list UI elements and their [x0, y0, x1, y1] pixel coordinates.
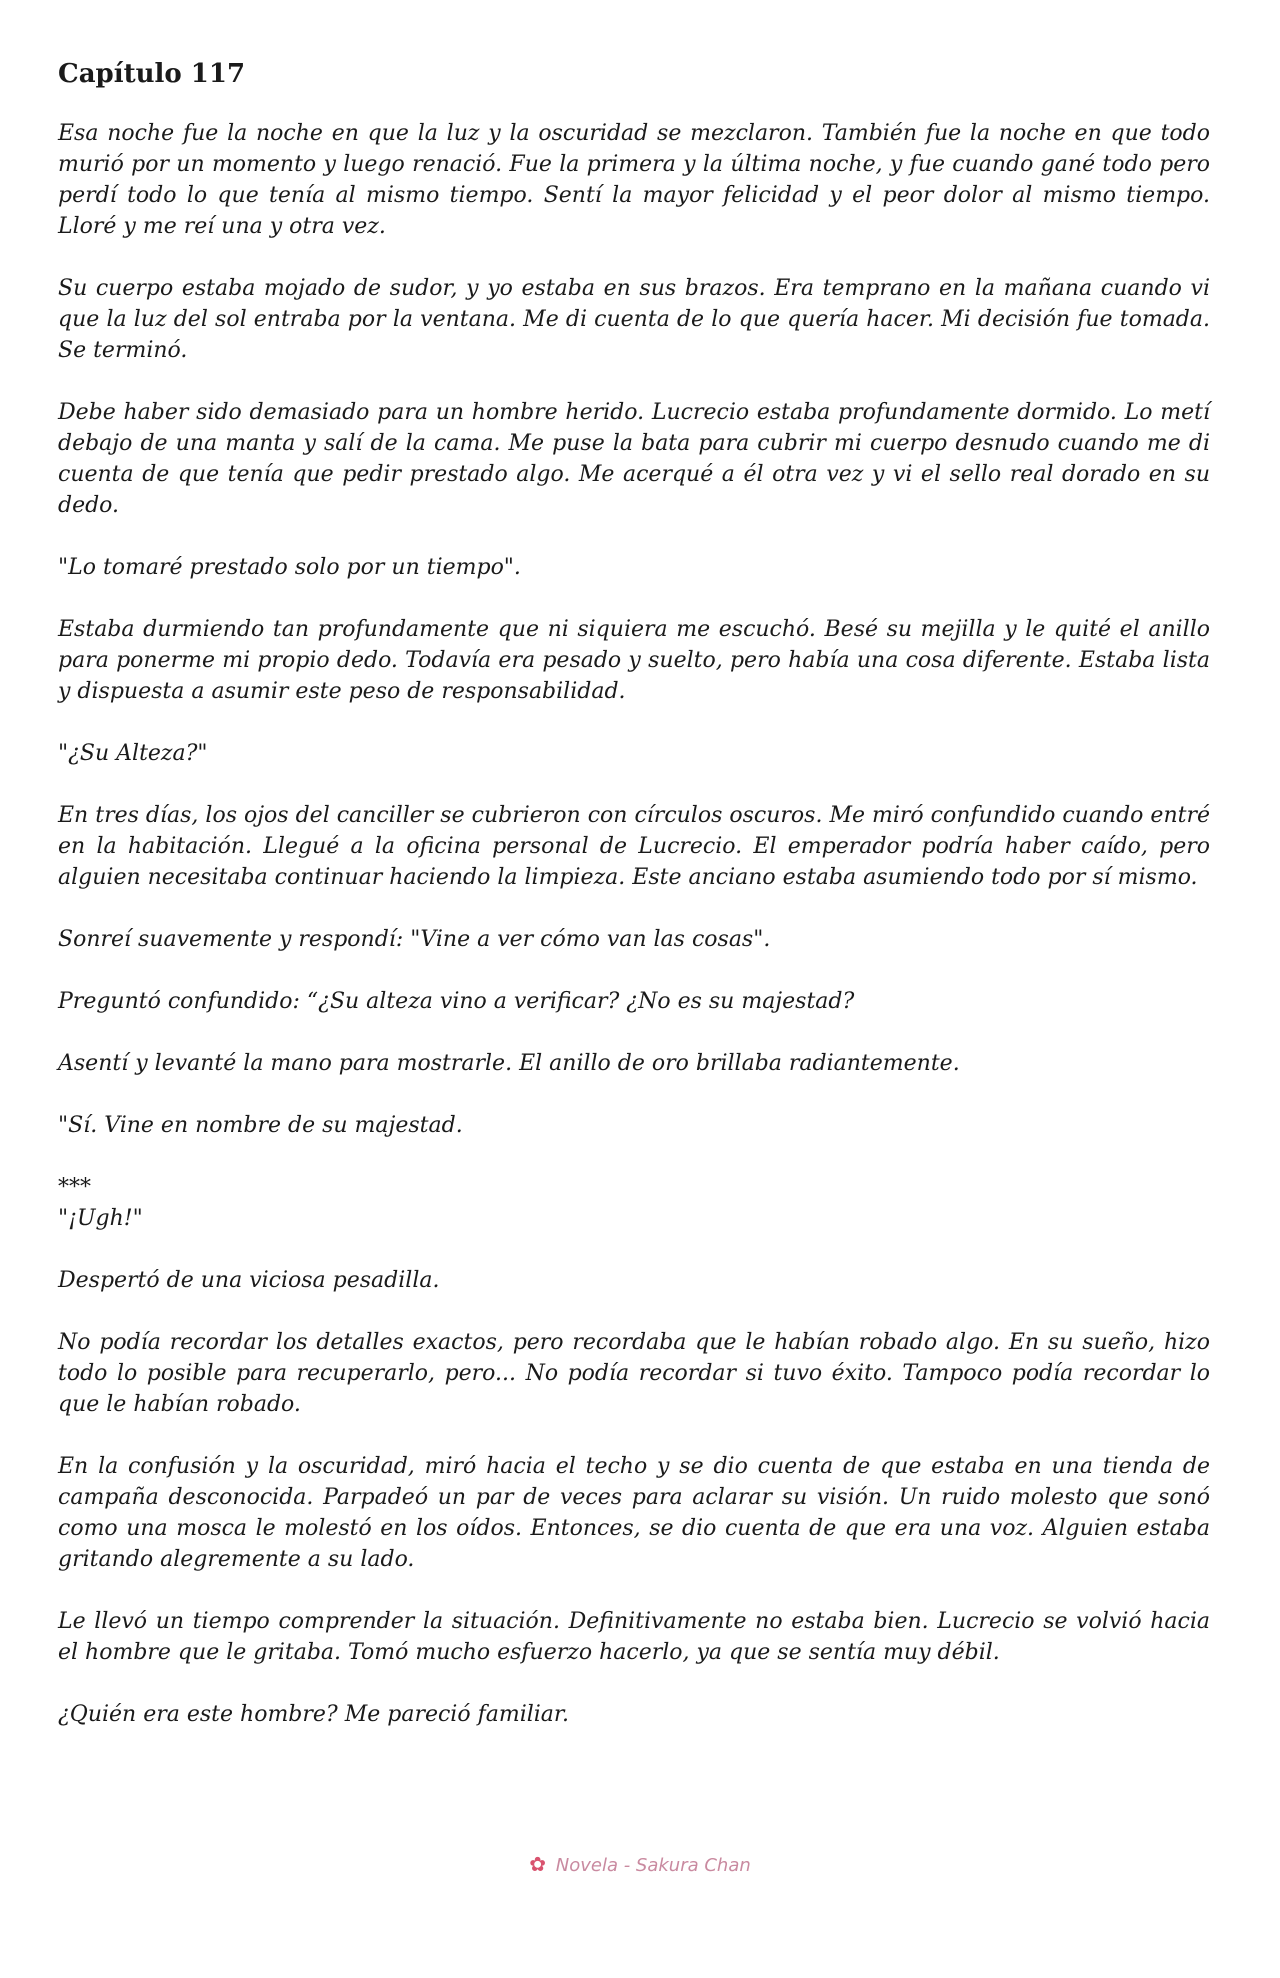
scene-break: ***	[58, 1175, 91, 1200]
paragraph: Asentí y levanté la mano para mostrarle. El anillo de oro brillaba radiantemente.	[58, 1051, 960, 1076]
paragraph: ¿Quién era este hombre? Me pareció familiar.	[58, 1702, 570, 1727]
paragraph: Su cuerpo estaba mojado de sudor, y yo estaba en sus brazos. Era temprano en la mañana cuando vi que la luz del sol entraba por la ventana. Me di cuenta de lo que quería hacer. Mi decisión fue tomada. Se terminó.	[58, 276, 1210, 363]
watermark-text: Novela - Sakura Chan	[555, 1855, 751, 1876]
paragraph: Debe haber sido demasiado para un hombre herido. Lucrecio estaba profundamente dormido. Lo metí debajo de una manta y salí de la cama. Me puse la bata para cubrir mi cuerpo desnudo cuando me di cuenta de que tenía que pedir prestado algo. Me acerqué a él otra vez y vi el sello real dorado en su dedo.	[58, 400, 1210, 518]
document-page	[58, 56, 1210, 1761]
chapter-title: Capítulo 117	[58, 59, 246, 89]
paragraph: En la confusión y la oscuridad, miró hacia el techo y se dio cuenta de que estaba en una tienda de campaña desconocida. Parpadeó un par de veces para aclarar su visión. Un ruido molesto que sonó como una mosca le molestó en los oídos. Entonces, se dio cuenta de que era una voz. Alguien estaba gritando alegremente a su lado.	[58, 1454, 1210, 1572]
watermark	[0, 1852, 1280, 1876]
paragraph: "Sí. Vine en nombre de su majestad.	[58, 1113, 463, 1138]
paragraph: Estaba durmiendo tan profundamente que ni siquiera me escuchó. Besé su mejilla y le quité el anillo para ponerme mi propio dedo. Todavía era pesado y suelto, pero había una cosa diferente. Estaba lista y dispuesta a asumir este peso de responsabilidad.	[58, 617, 1210, 704]
paragraph: Sonreí suavemente y respondí: "Vine a ver cómo van las cosas".	[58, 927, 771, 952]
paragraph: "Lo tomaré prestado solo por un tiempo".	[58, 555, 521, 580]
paragraph: "¡Ugh!"	[58, 1206, 143, 1231]
paragraph: "¿Su Alteza?"	[58, 741, 208, 766]
sakura-flower-icon: ✿	[529, 1852, 546, 1876]
paragraph: Preguntó confundido: “¿Su alteza vino a verificar? ¿No es su majestad?	[58, 989, 855, 1014]
paragraph: En tres días, los ojos del canciller se cubrieron con círculos oscuros. Me miró confundido cuando entré en la habitación. Llegué a la oficina personal de Lucrecio. El emperador podría haber caído, pero alguien necesitaba continuar haciendo la limpieza. Este anciano estaba asumiendo todo por sí mismo.	[58, 803, 1210, 890]
paragraph: Despertó de una viciosa pesadilla.	[58, 1268, 440, 1293]
paragraph: Esa noche fue la noche en que la luz y la oscuridad se mezclaron. También fue la noche en que todo murió por un momento y luego renació. Fue la primera y la última noche, y fue cuando gané todo pero perdí todo lo que tenía al mismo tiempo. Sentí la mayor felicidad y el peor dolor al mismo tiempo. Lloré y me reí una y otra vez.	[58, 121, 1210, 239]
paragraph: Le llevó un tiempo comprender la situación. Definitivamente no estaba bien. Lucrecio se volvió hacia el hombre que le gritaba. Tomó mucho esfuerzo hacerlo, ya que se sentía muy débil.	[58, 1609, 1210, 1665]
paragraph: No podía recordar los detalles exactos, pero recordaba que le habían robado algo. En su sueño, hizo todo lo posible para recuperarlo, pero... No podía recordar si tuvo éxito. Tampoco podía recordar lo que le habían robado.	[58, 1330, 1210, 1417]
